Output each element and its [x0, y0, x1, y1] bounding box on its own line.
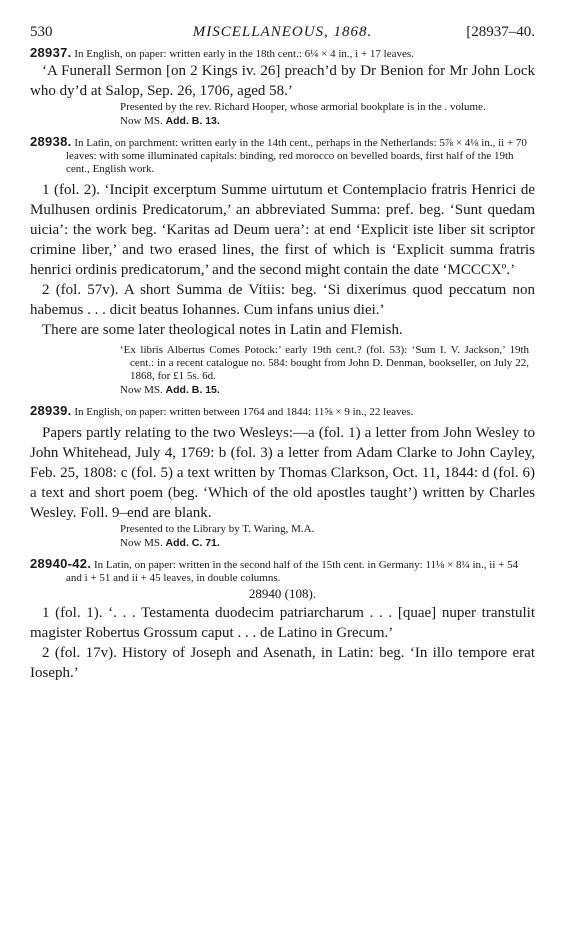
- running-title: MISCELLANEOUS, 1868.: [192, 24, 373, 40]
- body-paragraph: 1 (fol. 1). ‘. . . Testamenta duodecim patriarcharum . . . [quae] nuper transtulit magister Robertus Grossum caput . . . de Latino in Grecum.’: [30, 605, 535, 641]
- catalogue-page: [30, 24, 535, 683]
- entry-number: 28940-42.: [30, 556, 92, 571]
- body-paragraph: 2 (fol. 17v). History of Joseph and Asenath, in Latin: beg. ‘In illo tempore erat Ioseph.’: [30, 645, 535, 681]
- entry-description: In English, on paper: written between 1764 and 1844: 11⅝ × 9 in., 22 leaves.: [74, 406, 414, 418]
- shelfmark: [120, 383, 535, 397]
- entry-description: In English, on paper: written early in the 18th cent.: 6¼ × 4 in., i + 17 leaves.: [74, 48, 414, 60]
- body-paragraph: 1 (fol. 2). ‘Incipit excerptum Summe uirtutum et Contemplacio fratris Henrici de Mulhusen ordinis Predicatorum,’ an abbreviated Summa: pref. beg. ‘Sunt quedam uicia’: the work beg. ‘Karitas ad Deum uera’: at end ‘Explicit iste liber sit scriptor crimine liber,’ and two erased lines, the first of which is ‘Explicit summa fratris henrici ordinis predicatorum,’ and the second might contain the date ‘MCCCXº.’: [30, 182, 535, 278]
- entry-28938-body: [30, 180, 535, 340]
- shelfmark-prefix: Now MS.: [120, 115, 163, 127]
- body-paragraph: 2 (fol. 57v). A short Summa de Vitiis: beg. ‘Si dixerimus quod peccatum non habemus . . . dicit beatus Iohannes. Cum infans unius diei.’: [30, 282, 535, 318]
- entry-number: 28937.: [30, 45, 72, 60]
- entry-description: In Latin, on paper: written in the second half of the 15th cent. in Germany: 11⅛ × 8¼ in., ii + 54 and i + 51 and ii + 45 leaves, in double columns.: [66, 559, 519, 584]
- running-header: [30, 24, 535, 46]
- shelfmark-value: Add. B. 15.: [165, 384, 220, 396]
- shelfmark-value: Add. B. 13.: [165, 115, 220, 127]
- provenance-note: ‘Ex libris Albertus Comes Potock:’ early 19th cent.? (fol. 53): ‘Sum I. V. Jackson,’ 19th cent.: in a recent catalogue no. 584: bought from John D. Denman, bookseller, on July 22, 1868, for £1 5s. 6d.: [120, 344, 529, 382]
- entry-28939-body: [30, 423, 535, 523]
- shelfmark-prefix: Now MS.: [120, 384, 163, 396]
- entry-28939-heading: [30, 403, 535, 419]
- shelfmark-value: Add. C. 71.: [165, 537, 220, 549]
- entry-number: 28938.: [30, 134, 72, 149]
- sub-entry-heading: 28940 (108).: [248, 586, 317, 601]
- entry-28937-heading: [30, 45, 535, 61]
- entry-28940-heading: [30, 556, 535, 585]
- page-number: 530: [30, 24, 53, 40]
- shelfmark: [120, 536, 535, 550]
- entry-number: 28939.: [30, 403, 72, 418]
- shelfmark-prefix: Now MS.: [120, 537, 163, 549]
- entry-28937-body: [30, 61, 535, 101]
- provenance-note: Presented by the rev. Richard Hooper, whose armorial bookplate is in the . volume.: [120, 101, 486, 113]
- entry-28940-body: [30, 603, 535, 683]
- body-paragraph: Papers partly relating to the two Wesleys:—a (fol. 1) a letter from John Wesley to John Whitehead, July 4, 1769: b (fol. 3) a letter from Adam Clarke to John Cayley, Feb. 25, 1808: c (fol. 5) a text written by Thomas Clarkson, Oct. 11, 1844: d (fol. 6) a text and short poem (beg. ‘Which of the old apostles taught’) written by Charles Wesley. Foll. 9–end are blank.: [30, 425, 535, 521]
- entry-range: [28937–40.: [466, 24, 535, 40]
- entry-28938-heading: [30, 134, 535, 176]
- provenance-note: Presented to the Library by T. Waring, M.A.: [120, 523, 315, 535]
- body-paragraph: ‘A Funerall Sermon [on 2 Kings iv. 26] preach’d by Dr Benion for Mr John Lock who dy’d at Salop, Sep. 26, 1706, aged 58.’: [30, 63, 535, 99]
- entry-description: In Latin, on parchment: written early in the 14th cent., perhaps in the Netherlands: 5⅞ × 4⅛ in., ii + 70 leaves: with some illuminated capitals: binding, red morocco on bevelled boards, first half of the 19th cent., English work.: [66, 137, 527, 175]
- shelfmark: [120, 114, 535, 128]
- body-paragraph: There are some later theological notes in Latin and Flemish.: [42, 322, 403, 338]
